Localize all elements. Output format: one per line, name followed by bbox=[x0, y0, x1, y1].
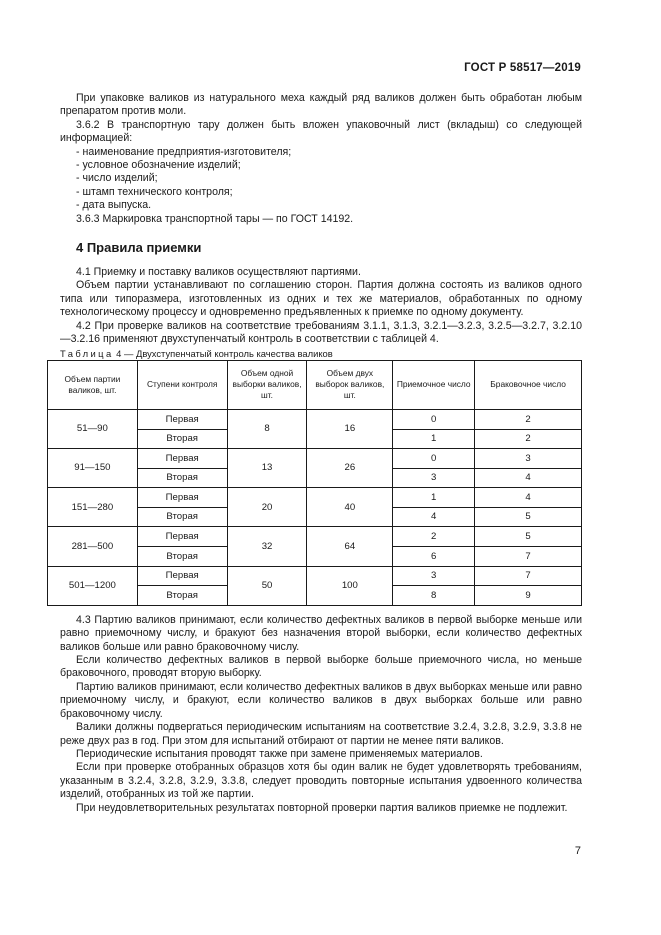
accept-cell: 3 bbox=[393, 468, 475, 488]
list-item: - число изделий; bbox=[76, 172, 158, 185]
table-row bbox=[48, 409, 582, 429]
table-row bbox=[48, 527, 582, 547]
acceptance-table bbox=[47, 360, 582, 606]
accept-cell: 8 bbox=[393, 586, 475, 606]
page-body bbox=[60, 92, 582, 815]
table-caption-label: Таблица bbox=[60, 347, 114, 359]
accept-cell: 2 bbox=[393, 527, 475, 547]
stage-cell: Вторая bbox=[137, 507, 227, 527]
accept-cell: 0 bbox=[393, 449, 475, 469]
two-samples-cell: 16 bbox=[307, 409, 393, 448]
stage-cell: Первая bbox=[137, 527, 227, 547]
reject-cell: 4 bbox=[475, 488, 582, 508]
reject-cell: 2 bbox=[475, 409, 582, 429]
list-item: - штамп технического контроля; bbox=[76, 185, 233, 198]
paragraph: Если при проверке отобранных образцов хотя бы один валик не будет удовлетворять требованиям, указанным в 3.2.4, 3.2.8, 3.2.9, 3.3.8, следует проводить повторные испытания удвоенного количества изделий, отобранных из той же партии. bbox=[60, 761, 582, 801]
accept-cell: 0 bbox=[393, 409, 475, 429]
paragraph: 3.6.3 Маркировка транспортной тары — по ГОСТ 14192. bbox=[76, 212, 354, 225]
reject-cell: 4 bbox=[475, 468, 582, 488]
stage-cell: Вторая bbox=[137, 547, 227, 567]
stage-cell: Вторая bbox=[137, 468, 227, 488]
stage-cell: Первая bbox=[137, 409, 227, 429]
paragraph: Партию валиков принимают, если количество дефектных валиков в двух выборках меньше или равно приемочному числу, и бракуют, если количество валиков в двух выборках больше или равно браковочному числу. bbox=[60, 680, 582, 720]
table-row bbox=[48, 566, 582, 586]
page-number: 7 bbox=[574, 845, 581, 857]
reject-cell: 2 bbox=[475, 429, 582, 449]
table-caption-text: — Двухступенчатый контроль качества валиков bbox=[121, 347, 333, 359]
paragraph: 3.6.2 В транспортную тару должен быть вложен упаковочный лист (вкладыш) со следующей информацией: bbox=[60, 118, 582, 145]
table-row bbox=[48, 449, 582, 469]
table-header-row bbox=[48, 360, 582, 409]
paragraph: Объем партии устанавливают по соглашению сторон. Партия должна состоять из валиков одного типа или типоразмера, изготовленных из одних и тех же материалов, обработанных по одному технологическому процессу и одновременно предъявленных к приемке по одному документу. bbox=[60, 279, 582, 319]
table-row bbox=[48, 488, 582, 508]
stage-cell: Вторая bbox=[137, 429, 227, 449]
paragraph: Периодические испытания проводят также при замене применяемых материалов. bbox=[76, 747, 483, 760]
one-sample-cell: 8 bbox=[227, 409, 307, 448]
paragraph: При упаковке валиков из натурального меха каждый ряд валиков должен быть обработан любым препаратом против моли. bbox=[60, 92, 582, 118]
lot-size-cell: 281—500 bbox=[48, 527, 138, 566]
reject-cell: 9 bbox=[475, 586, 582, 606]
paragraph: 4.1 Приемку и поставку валиков осуществляют партиями. bbox=[76, 266, 361, 279]
list-item: - наименование предприятия-изготовителя; bbox=[76, 145, 292, 158]
reject-cell: 5 bbox=[475, 527, 582, 547]
one-sample-cell: 32 bbox=[227, 527, 307, 566]
two-samples-cell: 100 bbox=[307, 566, 393, 605]
one-sample-cell: 13 bbox=[227, 449, 307, 488]
paragraph: Если количество дефектных валиков в первой выборке больше приемочного числа, но меньше браковочного, проводят вторую выборку. bbox=[60, 654, 582, 680]
paragraph: 4.3 Партию валиков принимают, если количество дефектных валиков в первой выборке меньше или равно приемочному числу, и бракуют без назначения второй выборки, если количество дефектных валиков больше или равно браковочному числу. bbox=[60, 613, 582, 653]
accept-cell: 1 bbox=[393, 488, 475, 508]
accept-cell: 4 bbox=[393, 507, 475, 527]
reject-cell: 7 bbox=[475, 566, 582, 586]
header-two-samples: Объем двух выборок валиков, шт. bbox=[307, 360, 393, 409]
lot-size-cell: 501—1200 bbox=[48, 566, 138, 605]
reject-cell: 7 bbox=[475, 547, 582, 567]
reject-cell: 5 bbox=[475, 507, 582, 527]
two-samples-cell: 26 bbox=[307, 449, 393, 488]
accept-cell: 6 bbox=[393, 547, 475, 567]
header-one-sample: Объем одной выборки валиков, шт. bbox=[227, 360, 307, 409]
paragraph: Валики должны подвергаться периодическим испытаниям на соответствие 3.2.4, 3.2.8, 3.2.9, 3.3.8 не реже двух раз в год. При этом для испытаний отбирают от партии не менее пяти валиков. bbox=[60, 721, 582, 747]
table-caption bbox=[60, 347, 582, 360]
lot-size-cell: 51—90 bbox=[48, 409, 138, 448]
list-item: - условное обозначение изделий; bbox=[76, 159, 241, 172]
stage-cell: Первая bbox=[137, 566, 227, 586]
one-sample-cell: 50 bbox=[227, 566, 307, 605]
header-lot-size: Объем партии валиков, шт. bbox=[48, 360, 138, 409]
reject-cell: 3 bbox=[475, 449, 582, 469]
header-reject-number: Браковочное число bbox=[475, 360, 582, 409]
stage-cell: Первая bbox=[137, 488, 227, 508]
header-stage: Ступени контроля bbox=[137, 360, 227, 409]
paragraph: При неудовлетворительных результатах повторной проверки партия валиков приемке не подлежит. bbox=[76, 801, 568, 814]
one-sample-cell: 20 bbox=[227, 488, 307, 527]
lot-size-cell: 151—280 bbox=[48, 488, 138, 527]
section-heading: 4 Правила приемки bbox=[76, 240, 202, 256]
two-samples-cell: 64 bbox=[307, 527, 393, 566]
lot-size-cell: 91—150 bbox=[48, 449, 138, 488]
header-accept-number: Приемочное число bbox=[393, 360, 475, 409]
accept-cell: 1 bbox=[393, 429, 475, 449]
stage-cell: Вторая bbox=[137, 586, 227, 606]
table-caption-number: 4 bbox=[116, 347, 122, 359]
list-item: - дата выпуска. bbox=[76, 199, 152, 212]
document-code: ГОСТ Р 58517—2019 bbox=[464, 62, 581, 74]
paragraph: 4.2 При проверке валиков на соответствие требованиям 3.1.1, 3.1.3, 3.2.1—3.2.3, 3.2.5—3.2.7, 3.2.10—3.2.16 применяют двухступенчатый контроль в соответствии с таблицей 4. bbox=[60, 319, 582, 346]
two-samples-cell: 40 bbox=[307, 488, 393, 527]
accept-cell: 3 bbox=[393, 566, 475, 586]
stage-cell: Первая bbox=[137, 449, 227, 469]
